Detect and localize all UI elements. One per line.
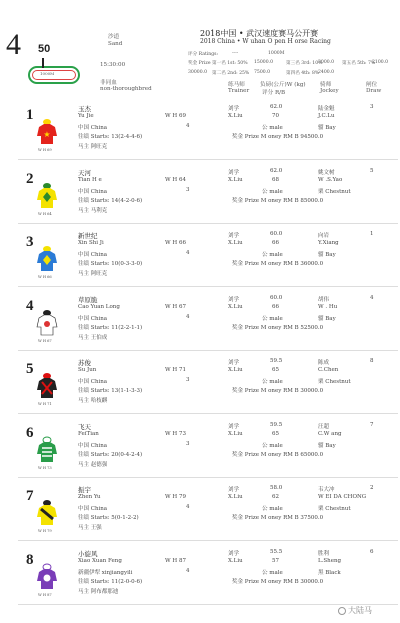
draw-number: 6 (370, 549, 374, 555)
place-3-value: 3000.0 (318, 60, 335, 65)
rating: 57 (272, 558, 279, 564)
horse-form: 往绩 Starts: 13(2-4-4-6) (78, 134, 143, 140)
header-draw-en: Draw (366, 88, 382, 94)
horse-id-under-silk: W H 79 (38, 529, 52, 533)
horse-id-under-silk: W H 73 (38, 466, 52, 470)
race-number: 4 (6, 28, 21, 61)
horse-name-cn: 草原脆 (78, 296, 98, 304)
prize-money: 奖金 Prize M oney RM B 65000.0 (232, 452, 324, 458)
horse-age: 3 (186, 377, 190, 383)
weight: 59.5 (270, 358, 283, 364)
horse-number: 2 (26, 171, 34, 187)
horse-name-en: Yu Jie (78, 113, 94, 119)
horse-name-en: Tian H e (78, 177, 102, 183)
horse-name-en: Su Jun (78, 367, 97, 373)
horse-age: 3 (186, 187, 190, 193)
header-trainer-cn: 练马师 (228, 82, 245, 88)
horse-origin: 中国 China (78, 316, 108, 322)
horse-age: 4 (186, 314, 190, 320)
horse-name-cn: 新世纪 (78, 232, 98, 240)
trainer-cn: 刘学 (228, 106, 240, 112)
weight: 62.0 (270, 104, 283, 110)
horse-name-cn: 天河 (78, 169, 91, 177)
draw-number: 5 (370, 168, 374, 174)
prize-money: 奖金 Prize M oney RM B 36000.0 (232, 261, 324, 267)
race-type-en: non-thoroughbred (100, 86, 152, 92)
row-divider (18, 477, 398, 478)
sex: 公 male (262, 570, 283, 576)
horse-number: 6 (26, 425, 34, 441)
horse-owner: 马主 赵德强 (78, 462, 108, 468)
horse-age: 4 (186, 504, 190, 510)
track-label: 1000M (40, 71, 55, 76)
horse-form: 往绩 Starts: 20(0-4-2-4) (78, 452, 143, 458)
horse-origin: 中国 China (78, 189, 108, 195)
rating: 62 (272, 494, 279, 500)
horse-form: 往绩 Starts: 5(0-1-2-2) (78, 515, 139, 521)
surface-en: Sand (108, 41, 123, 47)
row-divider (18, 159, 398, 160)
horse-id-under-silk: W H 71 (38, 402, 52, 406)
silk-icon (36, 309, 58, 341)
horse-origin: 新疆伊犁 xinjiangyili (78, 570, 133, 576)
horse-id-under-silk: W H 66 (38, 275, 52, 279)
jockey-cn: 陆金魁 (318, 106, 335, 112)
jockey-cn: 向岩 (318, 233, 330, 239)
place-3-label: 第三名 3rd: 10% (286, 61, 323, 66)
prize-money: 奖金 Prize M oney RM B 52500.0 (232, 325, 324, 331)
place-2-value: 7500.0 (254, 70, 271, 75)
jockey-en: W .S.Yao (318, 177, 343, 183)
horse-name-cn: 苏俊 (78, 359, 91, 367)
trainer-cn: 刘学 (228, 487, 240, 493)
prize-money: 奖金 Prize M oney RM B 85000.0 (232, 198, 324, 204)
horse-name-cn: 振宇 (78, 486, 91, 494)
weight: 55.5 (270, 549, 283, 555)
trainer-en: X.Liu (228, 177, 243, 183)
horse-number: 8 (26, 552, 34, 568)
draw-number: 8 (370, 358, 374, 364)
sex: 公 male (262, 125, 283, 131)
horse-id-under-silk: W H 64 (38, 212, 52, 216)
horse-name-en: Cao Yuan Long (78, 304, 120, 310)
row-divider (18, 286, 398, 287)
weight: 60.0 (270, 231, 283, 237)
horse-id: W H 79 (165, 494, 186, 500)
weight: 62.0 (270, 168, 283, 174)
horse-age: 4 (186, 123, 190, 129)
horse-name-cn: 玉杰 (78, 105, 91, 113)
trainer-cn: 刘学 (228, 233, 240, 239)
jockey-en: C.W ang (318, 431, 342, 437)
jockey-en: W EI DA CHONG (318, 494, 367, 500)
trainer-en: X.Liu (228, 494, 243, 500)
horse-number: 3 (26, 234, 34, 250)
prize-money: 奖金 Prize M oney RM B 30000.0 (232, 388, 324, 394)
place-2-label: 第二名 2nd: 25% (212, 71, 250, 76)
horse-age: 4 (186, 568, 190, 574)
start-marker (42, 58, 44, 68)
trainer-en: X.Liu (228, 431, 243, 437)
horse-origin: 中国 China (78, 125, 108, 131)
horse-owner: 马主 王强 (78, 525, 102, 531)
rating: 65 (272, 367, 279, 373)
horse-color: 栗 Chestnut (318, 189, 351, 195)
horse-color: 骝 Bay (318, 443, 336, 449)
horse-number: 5 (26, 361, 34, 377)
horse-color: 骝 Bay (318, 252, 336, 258)
row-divider (18, 413, 398, 414)
place-1-label: 第一名 1st: 50% (212, 61, 248, 66)
prize-money: 奖金 Prize M oney RM B 37500.0 (232, 515, 324, 521)
rating: 65 (272, 431, 279, 437)
horse-id: W H 73 (165, 431, 186, 437)
header-trainer-en: Trainer (228, 88, 250, 94)
race-title-en: 2018 China • W uhan O pen H orse Racing (200, 38, 331, 45)
horse-form: 往绩 Starts: 11(2-0-0-6) (78, 579, 143, 585)
horse-id: W H 87 (165, 558, 186, 564)
jockey-cn: 胡伟 (318, 297, 330, 303)
jockey-cn: 姚文树 (318, 170, 335, 176)
rating-label: 评分 Ratings: (188, 52, 219, 57)
horse-number: 4 (26, 298, 34, 314)
horse-name-en: Xiao Xuan Feng (78, 558, 122, 564)
draw-number: 7 (370, 422, 374, 428)
horse-id: W H 67 (165, 304, 186, 310)
silk-icon (36, 436, 58, 468)
horse-number: 1 (26, 107, 34, 123)
prize-money: 奖金 Prize M oney RM B 30000.0 (232, 579, 324, 585)
jockey-en: C.Chen (318, 367, 339, 373)
sex: 公 male (262, 252, 283, 258)
jockey-en: L.Sheng (318, 558, 342, 564)
horse-owner: 马主 阿旺克 (78, 144, 108, 150)
race-type-cn: 非同血 (100, 80, 117, 86)
silk-icon (36, 245, 58, 277)
place-5-value: 2100.0 (372, 60, 389, 65)
weight: 59.5 (270, 422, 283, 428)
silk-icon (36, 118, 58, 150)
jockey-cn: 胜利 (318, 551, 330, 557)
trainer-cn: 刘学 (228, 424, 240, 430)
horse-owner: 马主 阿布都那迪 (78, 589, 119, 595)
horse-id-under-silk: W H 87 (38, 593, 52, 597)
horse-name-cn: 小旋风 (78, 550, 98, 558)
trainer-cn: 刘学 (228, 551, 240, 557)
header-weight-en: 评分 R/B (262, 90, 286, 96)
horse-name-cn: 飞天 (78, 423, 91, 431)
watermark-text: 大陆马 (348, 606, 372, 615)
race-distance-mark: 50 (38, 43, 51, 55)
silk-icon (36, 182, 58, 214)
horse-origin: 中国 China (78, 443, 108, 449)
rating: 66 (272, 240, 279, 246)
horse-id: W H 71 (165, 367, 186, 373)
prize-money: 奖金 Prize M oney RM B 94500.0 (232, 134, 324, 140)
header-jockey-en: Jockey (320, 88, 339, 94)
horse-id: W H 64 (165, 177, 186, 183)
draw-number: 3 (370, 104, 374, 110)
horse-name-en: Xin Shi Ji (78, 240, 104, 246)
svg-text:★: ★ (43, 130, 51, 139)
header-weight-cn: 负磅(公斤)W (kg) (260, 82, 306, 88)
horse-origin: 中国 China (78, 379, 108, 385)
sex: 公 male (262, 379, 283, 385)
race-time: 15:30:00 (100, 62, 126, 68)
horse-origin: 中国 China (78, 252, 108, 258)
place-1-value: 15000.0 (254, 60, 273, 65)
row-divider (18, 350, 398, 351)
horse-owner: 马主 阿旺克 (78, 271, 108, 277)
row-divider (18, 223, 398, 224)
place-4-value: 2400.0 (318, 70, 335, 75)
sex: 公 male (262, 443, 283, 449)
horse-id-under-silk: W H 67 (38, 339, 52, 343)
horse-age: 3 (186, 441, 190, 447)
jockey-en: Y.Xiang (318, 240, 339, 246)
horse-form: 往绩 Starts: 10(0-3-3-0) (78, 261, 143, 267)
draw-number: 1 (370, 231, 374, 237)
horse-color: 骝 Bay (318, 316, 336, 322)
horse-color: 黑 Black (318, 570, 341, 576)
draw-number: 4 (370, 295, 374, 301)
header-jockey-cn: 骑师 (320, 82, 332, 88)
trainer-en: X.Liu (228, 113, 243, 119)
distance-value: 1000M (268, 51, 285, 56)
silk-icon (36, 372, 58, 404)
horse-owner: 马主 马利克 (78, 208, 108, 214)
horse-owner: 马主 哈枝麒 (78, 398, 108, 404)
horse-origin: 中国 China (78, 506, 108, 512)
jockey-en: J.C.Lu (318, 113, 335, 119)
horse-form: 往绩 Starts: 14(4-2-0-6) (78, 198, 143, 204)
horse-color: 栗 Chestnut (318, 379, 351, 385)
horse-form: 往绩 Starts: 13(1-1-3-3) (78, 388, 143, 394)
horse-number: 7 (26, 488, 34, 504)
jockey-en: W . Hu (318, 304, 338, 310)
rating-value: ---- (232, 51, 239, 56)
horse-owner: 马主 王伯成 (78, 335, 108, 341)
trainer-cn: 刘学 (228, 297, 240, 303)
surface-cn: 沙道 (108, 34, 120, 40)
row-divider (18, 540, 398, 541)
horse-age: 4 (186, 250, 190, 256)
header-draw-cn: 闸位 (366, 82, 378, 88)
trainer-en: X.Liu (228, 240, 243, 246)
jockey-cn: 韦大冲 (318, 487, 335, 493)
sex: 公 male (262, 189, 283, 195)
horse-color: 骝 Bay (318, 125, 336, 131)
sex: 公 male (262, 316, 283, 322)
weight: 60.0 (270, 295, 283, 301)
prize-total: 30000.0 (188, 70, 207, 75)
draw-number: 2 (370, 485, 374, 491)
horse-color: 栗 Chestnut (318, 506, 351, 512)
rating: 70 (272, 113, 279, 119)
horse-id-under-silk: W H 69 (38, 148, 52, 152)
silk-icon (36, 499, 58, 531)
horse-form: 往绩 Starts: 11(2-2-1-1) (78, 325, 143, 331)
trainer-en: X.Liu (228, 304, 243, 310)
rating: 66 (272, 304, 279, 310)
horse-name-en: Zhen Yu (78, 494, 101, 500)
watermark-icon (338, 607, 346, 615)
watermark (338, 605, 372, 616)
trainer-cn: 刘学 (228, 360, 240, 366)
horse-id: W H 66 (165, 240, 186, 246)
prize-label: 奖金 Prize (188, 61, 211, 66)
rating: 68 (272, 177, 279, 183)
place-4-label: 第四名 4th: 8% (286, 71, 320, 76)
trainer-en: X.Liu (228, 558, 243, 564)
silk-icon (36, 563, 58, 595)
jockey-cn: 汪超 (318, 424, 330, 430)
horse-id: W H 69 (165, 113, 186, 119)
place-5-label: 第五名 5th: 7% (342, 61, 376, 66)
sex: 公 male (262, 506, 283, 512)
horse-name-en: FeiTian (78, 431, 99, 437)
trainer-cn: 刘学 (228, 170, 240, 176)
jockey-cn: 陈成 (318, 360, 330, 366)
race-title-cn: 2018中国 • 武汉速度赛马公开赛 (200, 29, 319, 38)
trainer-en: X.Liu (228, 367, 243, 373)
weight: 58.0 (270, 485, 283, 491)
